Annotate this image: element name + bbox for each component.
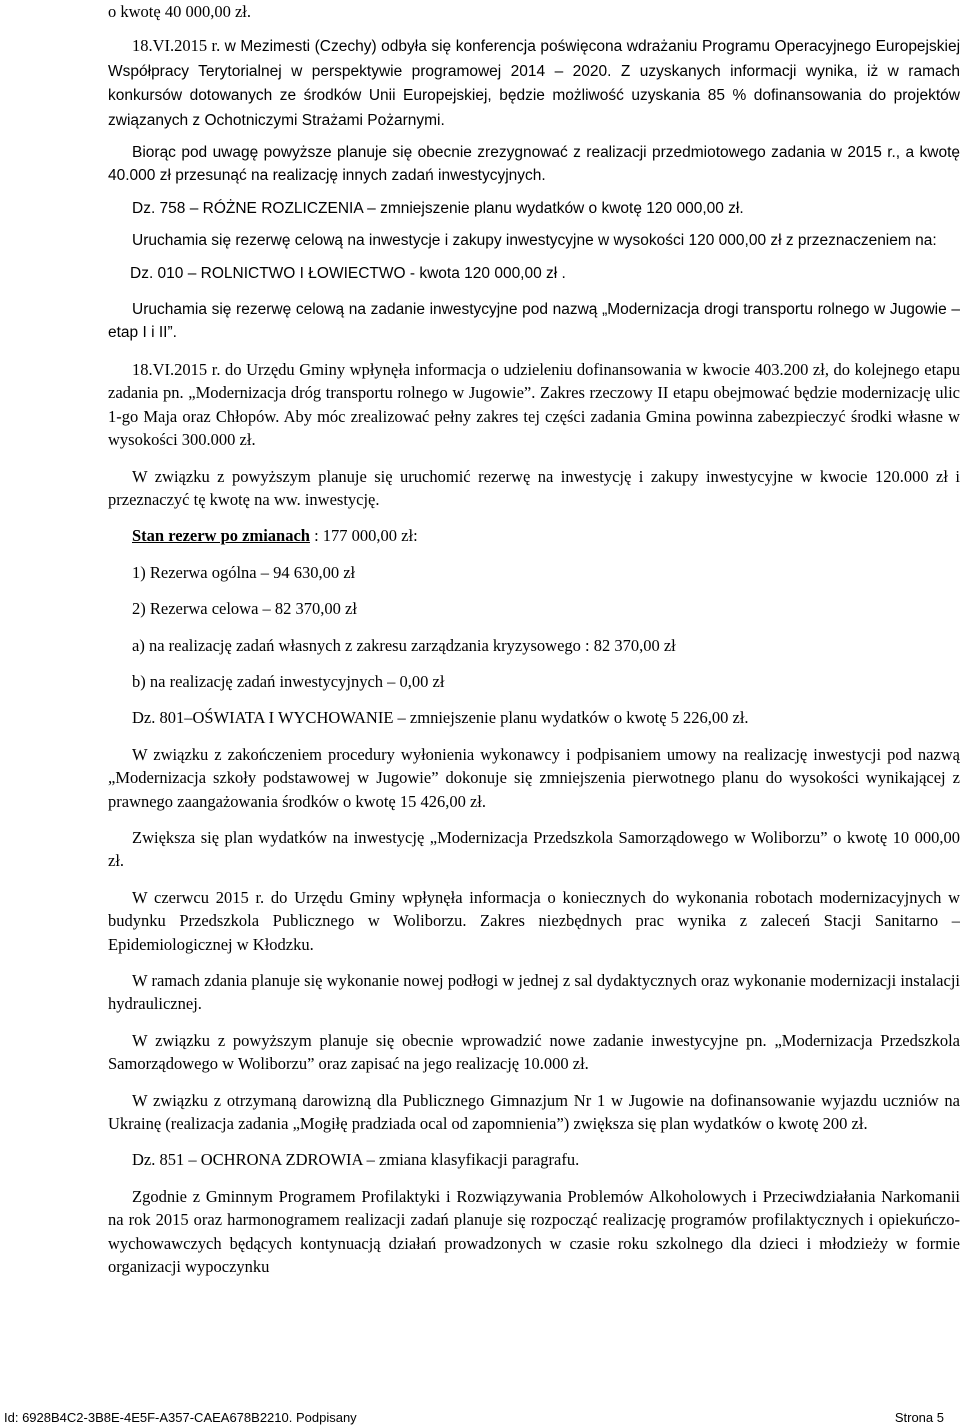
conference-date: 18.VI.2015 r. — [132, 36, 221, 56]
paragraph-resignation: Biorąc pod uwagę powyższe planuje się obecnie zrezygnować z realizacji przedmiotowego zadania w 2015 r., a kwotę 40.000 zł przesunąć na realizację innych zadań inwestycyjnych. — [108, 144, 960, 185]
section-heading-dz758: Dz. 758 – RÓŻNE ROZLICZENIA – zmniejszenie planu wydatków o kwotę 120 000,00 zł. — [132, 199, 744, 217]
document-id: Id: 6928B4C2-3B8E-4E5F-A357-CAEA678B2210. Podpisany — [4, 1410, 357, 1425]
section-heading-dz851: Dz. 851 – OCHRONA ZDROWIA – zmiana klasyfikacji paragrafu. — [132, 1150, 580, 1170]
section-heading-dz010: Dz. 010 – ROLNICTWO I ŁOWIECTWO - kwota 120 000,00 zł . — [130, 264, 566, 282]
reserve-crisis: a) na realizację zadań własnych z zakresu zarządzania kryzysowego : 82 370,00 zł — [132, 635, 676, 655]
reserve-state-value: : 177 000,00 zł: — [314, 526, 418, 546]
page-footer — [0, 1407, 960, 1428]
paragraph-reserve-activation: Uruchamia się rezerwę celową na inwestycje i zakupy inwestycyjne w wysokości 120 000,00 zł z przeznaczeniem na: — [132, 232, 937, 250]
page-number: Strona 5 — [894, 1410, 944, 1425]
paragraph-kindergarten-increase: Zwiększa się plan wydatków na inwestycję „Modernizacja Przedszkola Samorządowego w Woliborzu” o kwotę 10 000,00 zł. — [108, 827, 960, 871]
reserve-general: 1) Rezerwa ogólna – 94 630,00 zł — [132, 562, 356, 582]
reserve-state-line — [108, 524, 960, 547]
paragraph-conference — [108, 34, 960, 132]
paragraph-reserve-plan: W związku z powyższym planuje się uruchomić rezerwę na inwestycję i zakupy inwestycyjne w kwocie 120.000 zł i przeznaczyć tę kwotę na ww. inwestycję. — [108, 466, 960, 509]
paragraph-new-investment: W związku z powyższym planuje się obecnie wprowadzić nowe zadanie inwestycyjne pn. „Modernizacja Przedszkola Samorządowego w Woliborzu” oraz zapisać na jego realizację 10.000 zł. — [108, 1030, 960, 1074]
paragraph-amount-continuation: o kwotę 40 000,00 zł. — [108, 2, 251, 21]
conference-text: w Mezimesti (Czechy) odbyła się konferencja poświęcona wdrażaniu Programu Operacyjnego Europejskiej Współpracy Terytorialnej w perspektywie programowej 2014 – 2020. Z uzyskanych informacji wynika, iż w ramach konkursów dotowanych ze środków Unii Europejskiej, będzie możliwość uzyskania 85 % dofinansowania do projektów związanych z Ochotniczymi Strażami Pożarnymi. — [108, 38, 960, 129]
paragraph-cofunding-info: 18.VI.2015 r. do Urzędu Gminy wpłynęła informacja o udzieleniu dofinansowania w kwocie 403.200 zł, do kolejnego etapu zadania pn. „Modernizacja dróg transportu rolnego w Jugowie”. Zakres rzeczowy II etapu obejmować będzie modernizację ulic 1-go Maja oraz Chłopów. Aby móc zrealizować pełny zakres tej części zadania Gmina powinna zabezpieczyć środki własne w wysokości 300.000 zł. — [108, 359, 960, 450]
reserve-state-label: Stan rezerw po zmianach — [132, 526, 310, 546]
paragraph-reserve-task: Uruchamia się rezerwę celową na zadanie inwestycyjne pod nazwą „Modernizacja drogi transportu rolnego w Jugowie – etap I i II”. — [108, 301, 960, 342]
paragraph-donation: W związku z otrzymaną darowizną dla Publicznego Gimnazjum Nr 1 w Jugowie na dofinansowanie wyjazdu uczniów na Ukrainę (realizacja zadania „Mogiłę pradziada ocal od zapomnienia”) zwiększa się plan wydatków o kwotę 200 zł. — [108, 1090, 960, 1134]
paragraph-june-information: W czerwcu 2015 r. do Urzędu Gminy wpłynęła informacja o koniecznych do wykonania robotach modernizacyjnych w budynku Przedszkola Publicznego w Woliborzu. Zakres niezbędnych prac wynika z zaleceń Stacji Sanitarno – Epidemiologicznej w Kłodzku. — [108, 887, 960, 954]
section-heading-dz801: Dz. 801–OŚWIATA I WYCHOWANIE – zmniejszenie planu wydatków o kwotę 5 226,00 zł. — [132, 708, 749, 728]
document-page — [108, 0, 960, 1428]
reserve-investment: b) na realizację zadań inwestycyjnych – 0,00 zł — [132, 671, 445, 691]
paragraph-school-modernization: W związku z zakończeniem procedury wyłonienia wykonawcy i podpisaniem umowy na realizację inwestycji pod nazwą „Modernizacja szkoły podstawowej w Jugowie” dokonuje się zmniejszenia pierwotnego planu do wysokości wynikającej z prawnego zaangażowania środków o kwotę 15 426,00 zł. — [108, 744, 960, 811]
paragraph-prevention-program: Zgodnie z Gminnym Programem Profilaktyki i Rozwiązywania Problemów Alkoholowych i Przeciwdziałania Narkomanii na rok 2015 oraz harmonogramem realizacji zadań planuje się rozpocząć realizację programów profilaktycznych i opiekuńczo-wychowawczych będących kontynuacją działań prowadzonych w czasie roku szkolnego dla dzieci i młodzieży w formie organizacji wypoczynku — [108, 1186, 960, 1277]
reserve-targeted: 2) Rezerwa celowa – 82 370,00 zł — [132, 599, 357, 619]
paragraph-floor-works: W ramach zdania planuje się wykonanie nowej podłogi w jednej z sal dydaktycznych oraz wykonanie modernizacji instalacji hydraulicznej. — [108, 971, 960, 1014]
